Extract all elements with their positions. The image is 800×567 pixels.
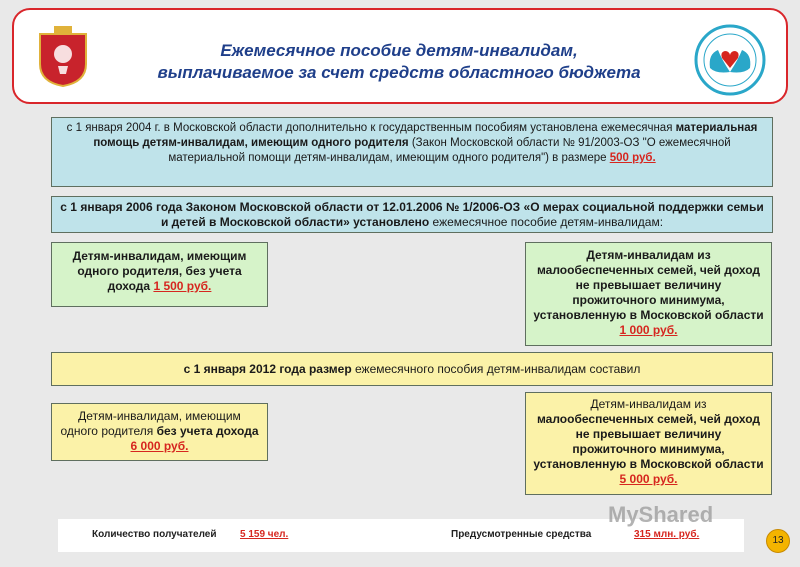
box-2012-single-parent-text: Детям-инвалидам, имеющим одного родителя <box>60 409 241 438</box>
banner-2012 <box>51 352 773 386</box>
box-2006-low-income-amount: 1 000 руб. <box>619 323 678 337</box>
recipients-label: Количество получателей <box>92 529 217 540</box>
box-2004-text-2: (Закон Московской области № 91/2003-ОЗ "О ежемесячной материальной помощи детям-инвалидам, имеющим одного родителя") в размере <box>168 137 731 164</box>
box-2012-single-parent-amount: 6 000 руб. <box>130 439 189 453</box>
banner-2012-bold: с 1 января 2012 года размер <box>183 362 352 376</box>
box-2006-single-parent-text: Детям-инвалидам, имеющим одного родителя, без учета дохода <box>72 249 247 293</box>
box-2006-law <box>51 196 773 233</box>
box-2004-text-1: с 1 января 2004 г. в Московской области дополнительно к государственным пособиям установлена ежемесячная <box>66 122 673 134</box>
title-line-1: Ежемесячное пособие детям-инвалидам, <box>220 41 578 60</box>
box-2012-low-income-amount: 5 000 руб. <box>619 472 678 486</box>
box-2012-low-income-bold: малообеспеченных семей, чей доход не превышает величину прожиточного минимума, установленную в Московской области <box>533 412 764 471</box>
box-2012-single-parent-bold: без учета дохода <box>156 424 259 438</box>
header-panel <box>12 8 788 104</box>
page-title <box>114 40 684 84</box>
box-2004-info <box>51 117 773 187</box>
box-2012-low-income <box>525 392 772 495</box>
watermark-text: MyShared <box>608 502 714 527</box>
box-2004-amount: 500 руб. <box>609 152 656 164</box>
page-number: 13 <box>772 535 784 546</box>
box-2004-bold: материальная помощь детям-инвалидам, имеющим одного родителя <box>93 122 758 149</box>
box-2012-single-parent <box>51 403 268 461</box>
recipients-value: 5 159 чел. <box>240 529 289 540</box>
moscow-oblast-coat-of-arms-icon <box>36 24 90 88</box>
funds-label: Предусмотренные средства <box>451 529 592 540</box>
box-2006-low-income-text: Детям-инвалидам из малообеспеченных семей, чей доход не превышает величину прожиточного минимума, установленную в Московской области <box>533 248 764 322</box>
box-2006-low-income <box>525 242 772 346</box>
box-2006-single-parent-amount: 1 500 руб. <box>153 279 212 293</box>
box-2006-bold: с 1 января 2006 года Законом Московской области от 12.01.2006 № 1/2006-ОЗ «О мерах социальной поддержки семьи и детей в Московской области» установлено <box>60 200 764 229</box>
box-2006-single-parent <box>51 242 268 307</box>
title-line-2: выплачиваемое за счет средств областного бюджета <box>157 63 641 82</box>
funds-value: 315 млн. руб. <box>634 529 700 540</box>
page-number-badge <box>766 529 790 553</box>
social-protection-emblem-icon <box>694 24 766 96</box>
watermark <box>608 502 713 528</box>
box-2012-low-income-line1: Детям-инвалидам из <box>590 397 707 411</box>
box-2006-normal: ежемесячное пособие детям-инвалидам: <box>432 215 664 229</box>
banner-2012-normal: ежемесячного пособия детям-инвалидам составил <box>355 362 641 376</box>
